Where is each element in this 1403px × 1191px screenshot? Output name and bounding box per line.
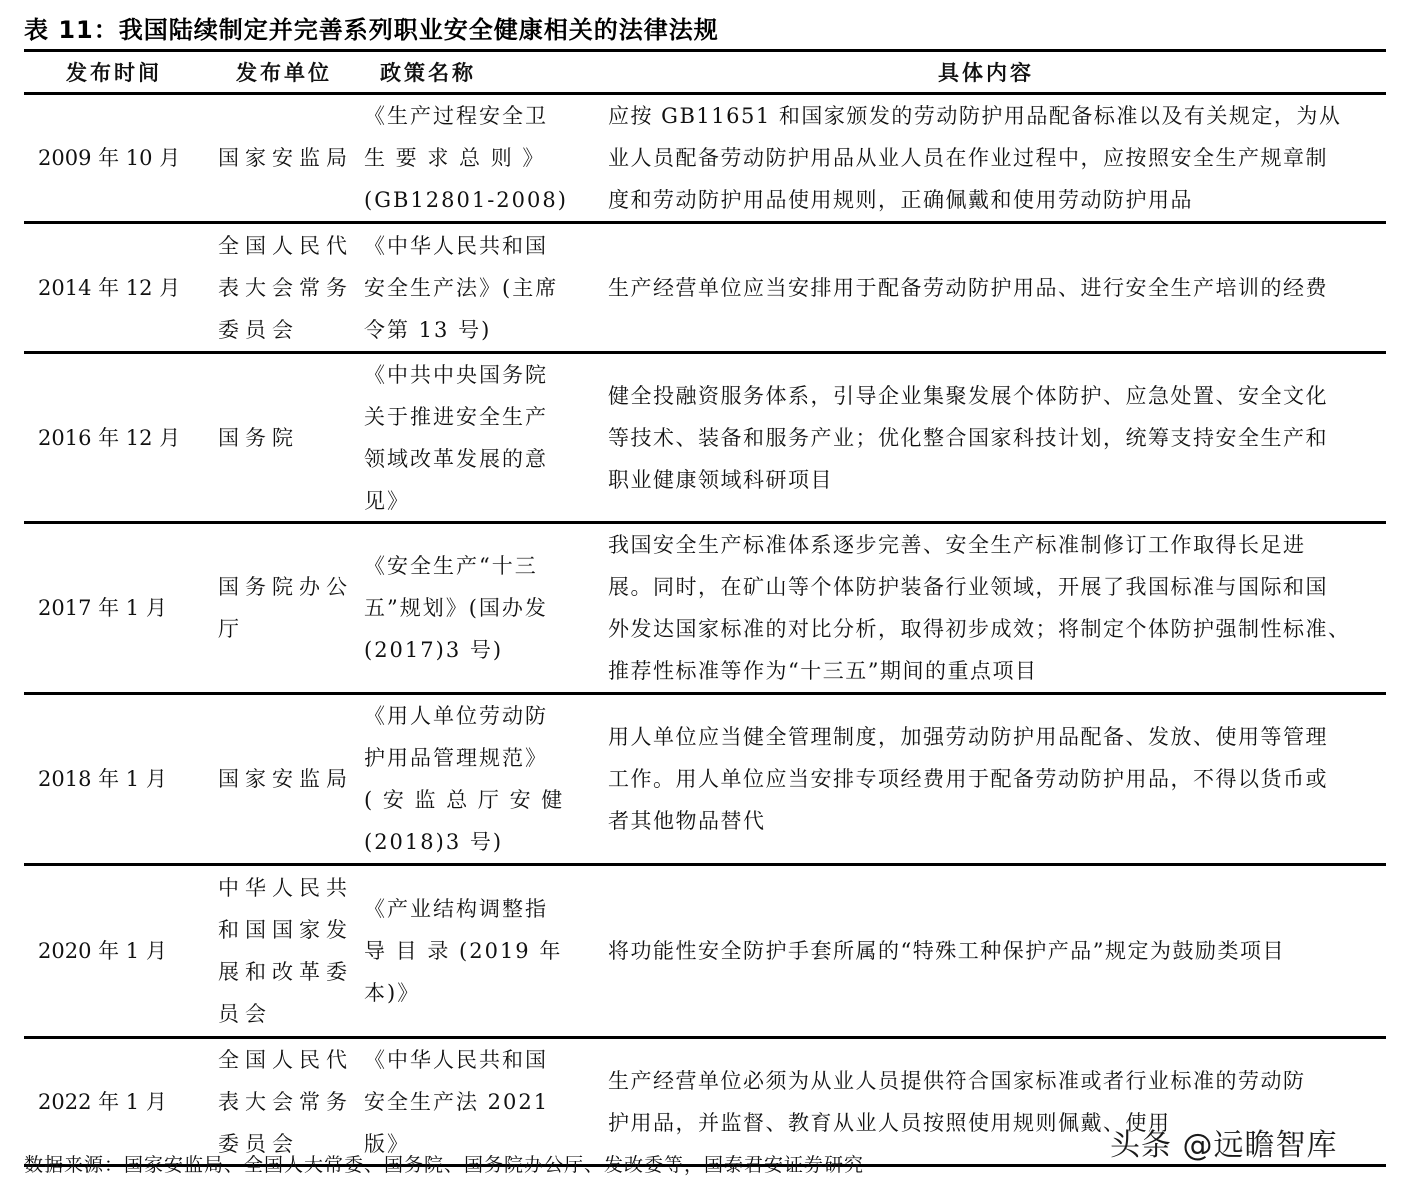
table-body xyxy=(24,95,1386,1164)
table-title: 表 11：我国陆续制定并完善系列职业安全健康相关的法律法规 xyxy=(24,16,719,44)
cell-publisher-line: 表大会常务 xyxy=(218,275,353,300)
cell-publisher xyxy=(204,758,364,800)
cell-content-line: 者其他物品替代 xyxy=(608,809,766,833)
cell-content-line: 生产经营单位必须为从业人员提供符合国家标准或者行业标准的劳动防 xyxy=(608,1069,1306,1093)
cell-policy-name-line: 《安全生产“十三 xyxy=(364,554,538,578)
cell-publisher xyxy=(204,137,364,179)
cell-publish-time: 2014 年 12 月 xyxy=(38,275,181,300)
cell-content xyxy=(586,716,1386,842)
table-header xyxy=(24,52,1386,95)
header-policy-name: 政策名称 xyxy=(380,61,476,85)
cell-policy-name-line: 见》 xyxy=(364,489,410,513)
cell-content-line: 职业健康领域科研项目 xyxy=(608,468,833,492)
cell-publish-time: 2020 年 1 月 xyxy=(38,939,167,963)
cell-publisher-line: 委员会 xyxy=(218,1132,299,1156)
cell-policy-name-line: 本)》 xyxy=(364,981,421,1005)
header-publisher: 发布单位 xyxy=(236,61,332,85)
header-publish-time: 发布时间 xyxy=(66,61,162,85)
watermark: 头条 @远瞻智库 xyxy=(1110,1128,1338,1163)
cell-publisher-line: 国务院办公 xyxy=(218,575,353,599)
cell-policy-name-line: 安全生产法 2021 xyxy=(364,1090,550,1114)
cell-policy-name-line: 《用人单位劳动防 xyxy=(364,704,548,728)
cell-policy-name xyxy=(364,354,586,522)
regulations-table xyxy=(24,49,1386,1167)
cell-publisher-line: 全国人民代 xyxy=(218,1048,353,1072)
cell-content xyxy=(586,95,1386,221)
cell-content-line: 外发达国家标准的对比分析，取得初步成效；将制定个体防护强制性标准、 xyxy=(608,617,1351,641)
table-row xyxy=(24,224,1386,354)
cell-publisher-line: 和国国家发 xyxy=(218,918,353,942)
cell-content-line: 用人单位应当健全管理制度，加强劳动防护用品配备、发放、使用等管理 xyxy=(608,725,1328,749)
cell-content-line: 应按 GB11651 和国家颁发的劳动防护用品配备标准以及有关规定，为从 xyxy=(608,104,1342,128)
table-row xyxy=(24,866,1386,1039)
cell-policy-name-line: 《中华人民共和国 xyxy=(364,1048,548,1072)
cell-content-line: 我国安全生产标准体系逐步完善、安全生产标准制修订工作取得长足进 xyxy=(608,533,1306,557)
cell-policy-name xyxy=(364,545,586,671)
cell-publisher-line: 厅 xyxy=(218,617,245,641)
cell-policy-name-line: 导 目 录 (2019 年 xyxy=(364,939,563,963)
cell-policy-name xyxy=(364,888,586,1014)
cell-content-line: 生产经营单位应当安排用于配备劳动防护用品、进行安全生产培训的经费 xyxy=(608,275,1328,300)
cell-content xyxy=(586,375,1386,501)
cell-publisher-line: 国家安监局 xyxy=(218,146,353,170)
table-row xyxy=(24,524,1386,695)
cell-policy-name-line: 生 要 求 总 则 》 xyxy=(364,146,546,170)
cell-publisher-line: 委员会 xyxy=(218,317,299,342)
cell-publisher-line: 表大会常务 xyxy=(218,1090,353,1114)
cell-policy-name-line: (2018)3 号) xyxy=(364,830,504,854)
table-row xyxy=(24,95,1386,224)
cell-policy-name-line: 护用品管理规范》 xyxy=(364,746,548,770)
cell-policy-name-line: 安全生产法》(主席 xyxy=(364,275,559,300)
cell-publisher xyxy=(204,417,364,459)
data-source-note: 数据来源：国家安监局、全国人大常委、国务院、国务院办公厅、发改委等，国泰君安证券研究 xyxy=(24,1154,865,1176)
cell-publisher-line: 全国人民代 xyxy=(218,233,353,258)
cell-policy-name-line: 《生产过程安全卫 xyxy=(364,104,548,128)
cell-content-line: 将功能性安全防护手套所属的“特殊工种保护产品”规定为鼓励类项目 xyxy=(608,939,1285,963)
cell-publish-time: 2016 年 12 月 xyxy=(38,426,181,450)
cell-content-line: 等技术、装备和服务产业；优化整合国家科技计划，统筹支持安全生产和 xyxy=(608,426,1328,450)
cell-policy-name xyxy=(364,225,586,351)
table-row xyxy=(24,354,1386,524)
cell-publisher xyxy=(204,1039,364,1165)
cell-publisher xyxy=(204,566,364,650)
cell-content xyxy=(586,524,1386,692)
cell-policy-name-line: 五”规划》(国办发 xyxy=(364,596,548,620)
cell-policy-name-line: 《产业结构调整指 xyxy=(364,897,548,921)
cell-content-line: 健全投融资服务体系，引导企业集聚发展个体防护、应急处置、安全文化 xyxy=(608,384,1328,408)
header-content: 具体内容 xyxy=(938,61,1034,85)
cell-publisher-line: 中华人民共 xyxy=(218,876,353,900)
cell-publish-time: 2009 年 10 月 xyxy=(38,146,181,170)
cell-policy-name-line: 关于推进安全生产 xyxy=(364,405,548,429)
cell-policy-name-line: 《中华人民共和国 xyxy=(364,233,548,258)
cell-policy-name-line: (2017)3 号) xyxy=(364,638,504,662)
cell-content-line: 护用品，并监督、教育从业人员按照使用规则佩戴、使用 xyxy=(608,1111,1171,1135)
cell-policy-name-line: 令第 13 号) xyxy=(364,317,492,342)
cell-publisher xyxy=(204,867,364,1035)
cell-content xyxy=(586,930,1386,972)
cell-publisher-line: 国家安监局 xyxy=(218,767,353,791)
cell-content-line: 推荐性标准等作为“十三五”期间的重点项目 xyxy=(608,659,1038,683)
table-row xyxy=(24,695,1386,866)
cell-content-line: 业人员配备劳动防护用品从业人员在作业过程中，应按照安全生产规章制 xyxy=(608,146,1328,170)
cell-content xyxy=(586,267,1386,309)
cell-publish-time: 2022 年 1 月 xyxy=(38,1090,167,1114)
cell-publisher xyxy=(204,225,364,351)
cell-content-line: 度和劳动防护用品使用规则，正确佩戴和使用劳动防护用品 xyxy=(608,188,1193,212)
cell-publish-time: 2018 年 1 月 xyxy=(38,767,167,791)
cell-publisher-line: 国务院 xyxy=(218,426,299,450)
cell-publisher-line: 展和改革委 xyxy=(218,960,353,984)
cell-policy-name-line: 版》 xyxy=(364,1132,410,1156)
cell-content-line: 展。同时，在矿山等个体防护装备行业领域，开展了我国标准与国际和国 xyxy=(608,575,1328,599)
cell-policy-name-line: ( 安 监 总 厅 安 健 xyxy=(364,788,565,812)
cell-content-line: 工作。用人单位应当安排专项经费用于配备劳动防护用品，不得以货币或 xyxy=(608,767,1328,791)
cell-publish-time: 2017 年 1 月 xyxy=(38,596,167,620)
cell-policy-name-line: 《中共中央国务院 xyxy=(364,363,548,387)
cell-policy-name-line: (GB12801-2008) xyxy=(364,188,568,212)
cell-policy-name xyxy=(364,695,586,863)
cell-policy-name xyxy=(364,95,586,221)
cell-policy-name xyxy=(364,1039,586,1165)
cell-publisher-line: 员会 xyxy=(218,1002,272,1026)
cell-policy-name-line: 领域改革发展的意 xyxy=(364,447,548,471)
